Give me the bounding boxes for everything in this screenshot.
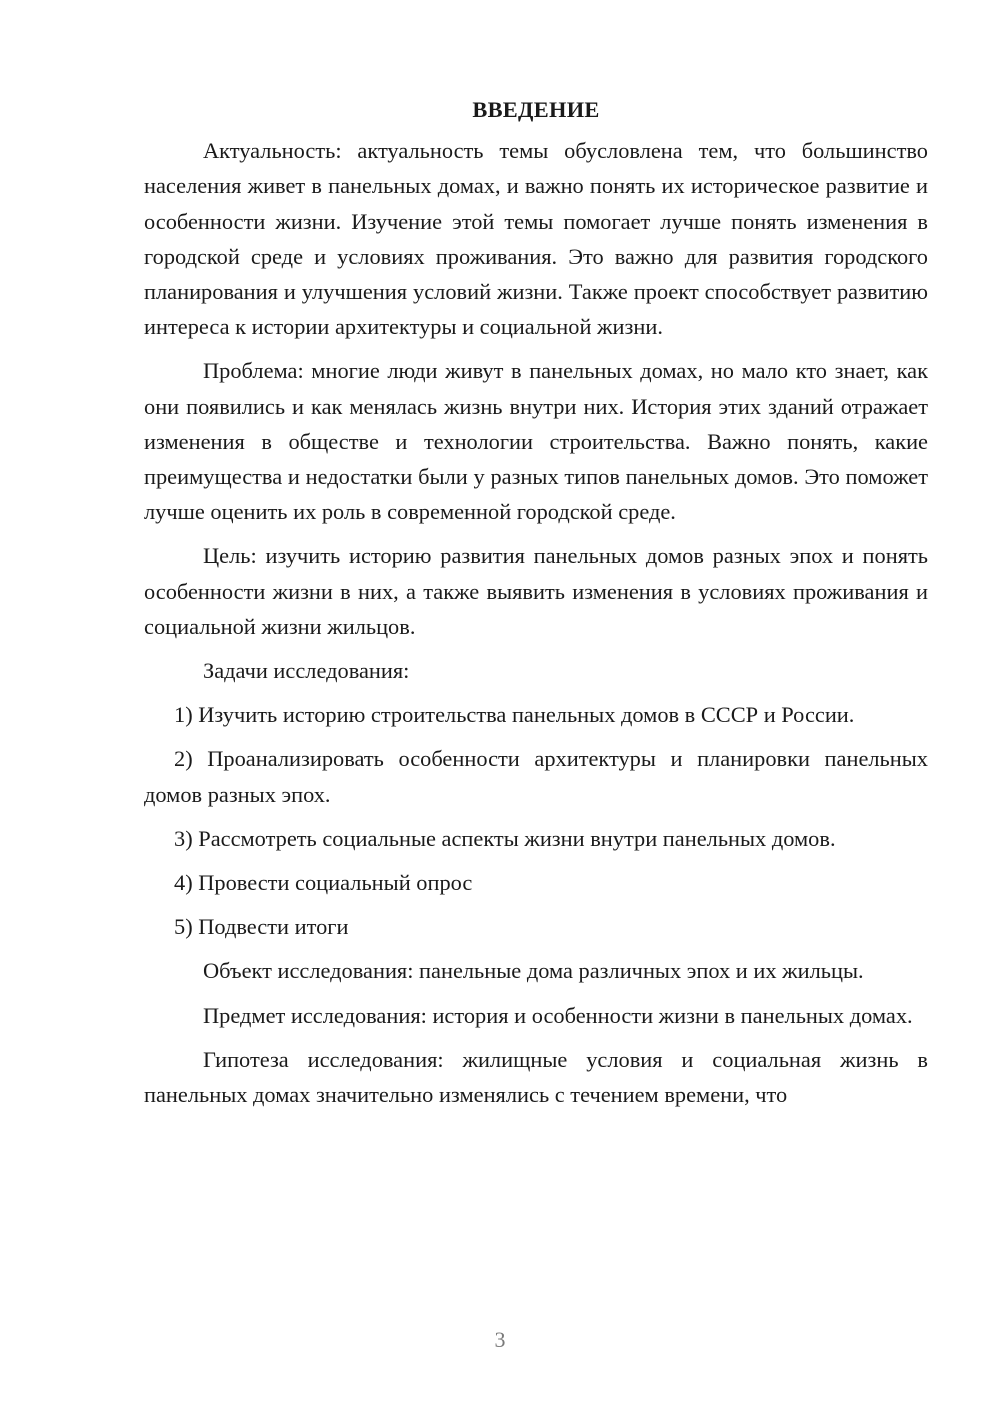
paragraph-object: Объект исследования: панельные дома различных эпох и их жильцы. xyxy=(203,958,864,984)
page-number: 3 xyxy=(494,1327,506,1352)
paragraph-hypothesis: Гипотеза исследования: жилищные условия и социальная жизнь в панельных домах значительно изменялись с течением времени, что xyxy=(144,1046,928,1108)
tasks-intro: Задачи исследования: xyxy=(203,658,410,684)
paragraph-goal: Цель: изучить историю развития панельных домов разных эпох и понять особенности жизни в них, а также выявить изменения в условиях проживания и социальной жизни жильцов. xyxy=(144,543,928,639)
page-title: ВВЕДЕНИЕ xyxy=(472,97,600,122)
paragraph-problem: Проблема: многие люди живут в панельных домах, но мало кто знает, как они появились и как менялась жизнь внутри них. История этих зданий отражает изменения в обществе и технологии строительства. Важно понять, какие преимущества и недостатки были у разных типов панельных домов. Это поможет лучше оценить их роль в современной городской среде. xyxy=(144,358,928,525)
list-item: 5) Подвести итоги xyxy=(174,914,349,940)
tasks-list xyxy=(144,697,928,944)
paragraph-subject: Предмет исследования: история и особенности жизни в панельных домах. xyxy=(203,1002,913,1028)
paragraph-relevance: Актуальность: актуальность темы обусловлена тем, что большинство населения живет в панельных домах, и важно понять их историческое развитие и особенности жизни. Изучение этой темы помогает лучше понять изменения в городской среде и условиях проживания. Это важно для развития городского планирования и улучшения условий жизни. Также проект способствует развитию интереса к истории архитектуры и социальной жизни. xyxy=(144,138,928,340)
list-item: 2) Проанализировать особенности архитектуры и планировки панельных домов разных эпох. xyxy=(144,746,928,807)
list-item: 4) Провести социальный опрос xyxy=(174,870,473,896)
list-item: 3) Рассмотреть социальные аспекты жизни внутри панельных домов. xyxy=(174,825,836,851)
list-item: 1) Изучить историю строительства панельных домов в СССР и России. xyxy=(174,702,855,728)
page-content xyxy=(144,92,928,1121)
